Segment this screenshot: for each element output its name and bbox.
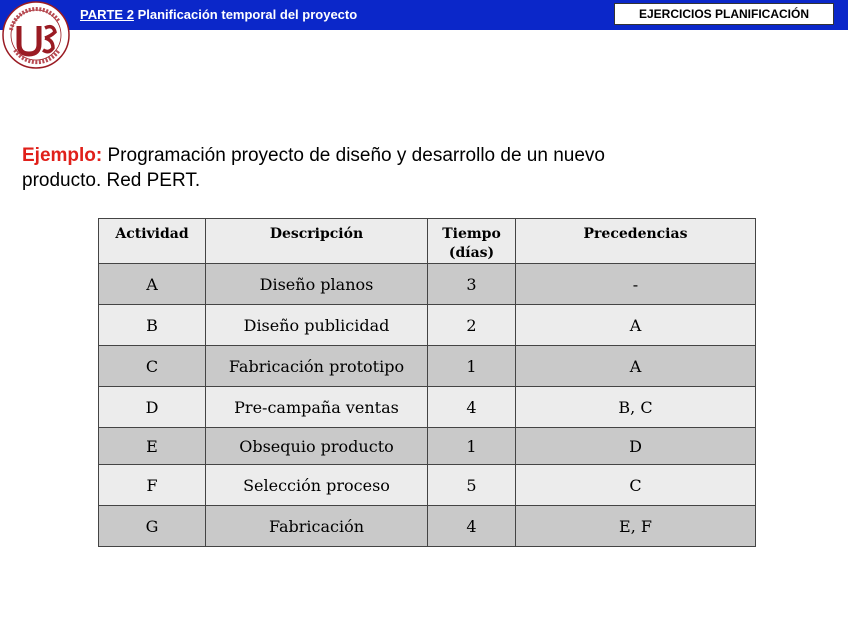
header-title (80, 7, 357, 22)
table-row (99, 387, 756, 428)
cell-precedencias: E, F (516, 506, 756, 547)
cell-actividad: D (99, 387, 206, 428)
section-badge (614, 3, 834, 25)
cell-tiempo: 4 (428, 506, 516, 547)
cell-actividad: E (99, 428, 206, 465)
cell-tiempo: 4 (428, 387, 516, 428)
cell-precedencias: C (516, 465, 756, 506)
cell-descripcion: Fabricación prototipo (206, 346, 428, 387)
table-row (99, 506, 756, 547)
table-row (99, 465, 756, 506)
pert-table (98, 218, 756, 547)
cell-descripcion: Diseño planos (206, 264, 428, 305)
cell-actividad: F (99, 465, 206, 506)
cell-descripcion: Fabricación (206, 506, 428, 547)
section-badge-label: EJERCICIOS PLANIFICACIÓN (638, 7, 809, 21)
cell-descripcion: Selección proceso (206, 465, 428, 506)
intro-text: Programación proyecto de diseño y desarrollo de un nuevo producto. Red PERT. (22, 145, 605, 191)
cell-precedencias: A (516, 346, 756, 387)
part-label: PARTE 2 (80, 7, 134, 22)
table-header-row (99, 219, 756, 264)
cell-tiempo: 2 (428, 305, 516, 346)
col-header-tiempo (428, 219, 516, 264)
cell-tiempo: 1 (428, 346, 516, 387)
cell-precedencias: D (516, 428, 756, 465)
intro-keyword: Ejemplo: (22, 145, 103, 166)
cell-tiempo: 3 (428, 264, 516, 305)
cell-actividad: A (99, 264, 206, 305)
cell-tiempo: 1 (428, 428, 516, 465)
tiempo-unit: (días) (448, 245, 495, 261)
cell-descripcion: Diseño publicidad (206, 305, 428, 346)
cell-precedencias: - (516, 264, 756, 305)
cell-actividad: C (99, 346, 206, 387)
cell-actividad: B (99, 305, 206, 346)
slide-section-title: Planificación temporal del proyecto (137, 7, 358, 22)
table-row (99, 428, 756, 465)
intro-paragraph (22, 143, 642, 193)
cell-tiempo: 5 (428, 465, 516, 506)
cell-precedencias: B, C (516, 387, 756, 428)
cell-descripcion: Pre-campaña ventas (206, 387, 428, 428)
table-row (99, 305, 756, 346)
tiempo-label: Tiempo (442, 226, 501, 242)
cell-precedencias: A (516, 305, 756, 346)
table-row (99, 346, 756, 387)
cell-actividad: G (99, 506, 206, 547)
table-row (99, 264, 756, 305)
university-seal-icon (1, 0, 71, 70)
cell-descripcion: Obsequio producto (206, 428, 428, 465)
col-header-descripcion: Descripción (206, 219, 428, 264)
col-header-precedencias: Precedencias (516, 219, 756, 264)
col-header-actividad: Actividad (99, 219, 206, 264)
